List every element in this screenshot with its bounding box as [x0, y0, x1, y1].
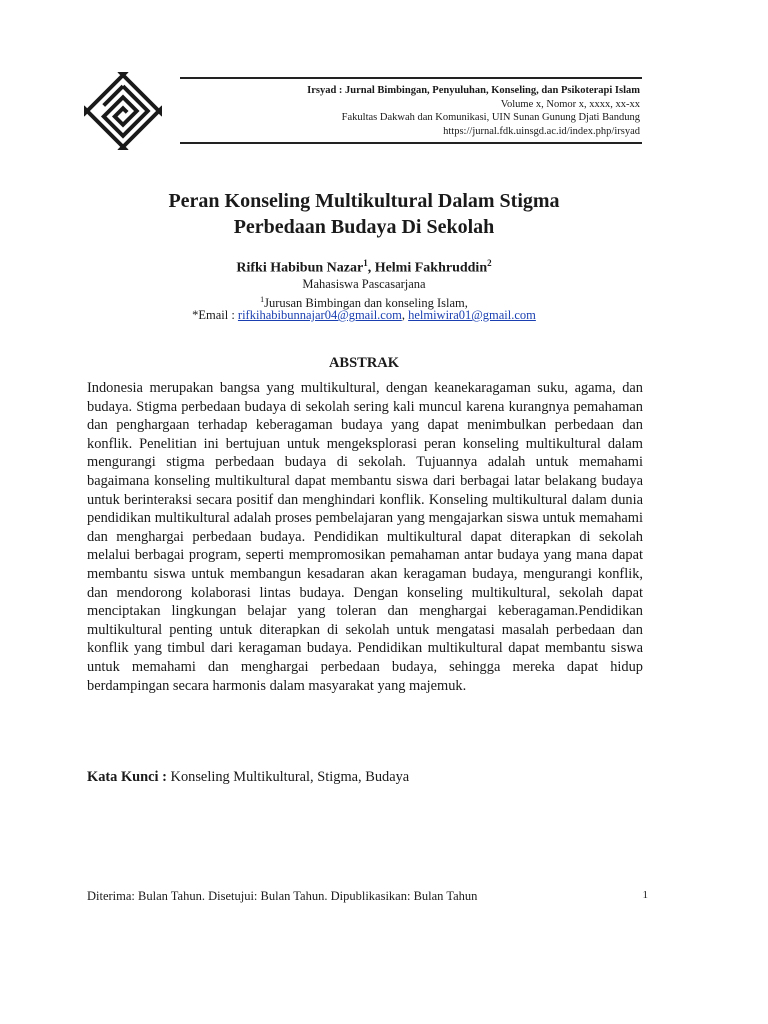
email-link-1[interactable]: rifkihabibunnajar04@gmail.com [237, 308, 402, 322]
journal-volume: Volume x, Nomor x, xxxx, xx-xx [500, 98, 640, 110]
affiliation-status: Mahasiswa Pascasarjana [302, 277, 426, 291]
author-line [88, 258, 640, 277]
email-label: *Email : [192, 308, 238, 322]
keywords-text: Konseling Multikultural, Stigma, Budaya [166, 769, 410, 785]
header-top-rule [180, 77, 642, 79]
abstract-heading: ABSTRAK [328, 355, 400, 371]
author-2: Helmi Fakhruddin [374, 260, 488, 276]
page-number: 1 [642, 889, 648, 901]
keywords-line [87, 769, 643, 786]
journal-faculty: Fakultas Dakwah dan Komunikasi, UIN Sunan Gunung Djati Bandung [341, 112, 640, 123]
abstract-body: Indonesia merupakan bangsa yang multikultural, dengan keanekaragaman suku, agama, dan budaya. Stigma perbedaan budaya di sekolah sering kali muncul karena kurangnya pemahaman dan penghargaan terhadap keberagaman budaya yang dapat menimbulkan perbedaan dan konflik. Penelitian ini bertujuan untuk mengeksplorasi peran konseling multikultural dalam mengurangi stigma perbedaan budaya di sekolah. Tujuannya adalah untuk memahami bagaimana konseling multikultural dapat membantu siswa dari berbagai latar belakang budaya untuk berinteraksi secara positif dan menghindari konflik. Konseling multikultural dalam dunia pendidikan multikultural adalah proses pembelajaran yang mengajarkan siswa untuk memahami dan menghargai perbedaan budaya. Pendidikan multikultural dapat diterapkan di sekolah melalui berbagai program, seperti mempromosikan pemahaman antar budaya yang mana dapat membantu siswa untuk membangun kesadaran akan keragaman budaya, mengurangi konflik, dan mendorong kolaborasi lintas budaya. Dengan konseling multikultural, sekolah dapat menciptakan lingkungan belajar yang toleran dan menghargai keberagaman.Pendidikan multikultural penting untuk diterapkan di sekolah untuk mengatasi masalah perbedaan dan konflik yang timbul dari keragaman budaya. Pendidikan multikultural dapat membantu siswa untuk memahami dan menghargai perbedaan budaya, sehingga mereka dapat hidup berdampingan secara harmonis dalam masyarakat yang majemuk. [87, 380, 643, 694]
footer-dates: Diterima: Bulan Tahun. Disetujui: Bulan Tahun. Dipublikasikan: Bulan Tahun [87, 889, 478, 903]
keywords-label: Kata Kunci : [87, 769, 167, 785]
author-2-sup: 2 [487, 258, 492, 268]
affiliation-sup: 1 [260, 295, 265, 304]
journal-header [180, 84, 640, 138]
author-1: Rifki Habibun Nazar [236, 260, 364, 276]
journal-logo [84, 72, 162, 150]
affiliation-department-text: Jurusan Bimbingan dan konseling Islam, [264, 296, 468, 311]
email-separator: , [401, 308, 409, 322]
email-link-2[interactable]: helmiwira01@gmail.com [408, 308, 536, 322]
paper-title-line-2: Perbedaan Budaya Di Sekolah [233, 216, 495, 238]
journal-name: Irsyad : Jurnal Bimbingan, Penyuluhan, Konseling, dan Psikoterapi Islam [307, 85, 640, 96]
kufic-square-logo-icon [84, 72, 162, 150]
paper-title [88, 188, 640, 240]
paper-title-line-1: Peran Konseling Multikultural Dalam Stigma [168, 190, 560, 212]
journal-url: https://jurnal.fdk.uinsgd.ac.id/index.php/irsyad [443, 125, 640, 137]
author-1-sup: 1 [363, 258, 368, 268]
email-line [88, 307, 640, 323]
author-separator: , [367, 260, 375, 276]
header-bottom-rule [180, 142, 642, 144]
